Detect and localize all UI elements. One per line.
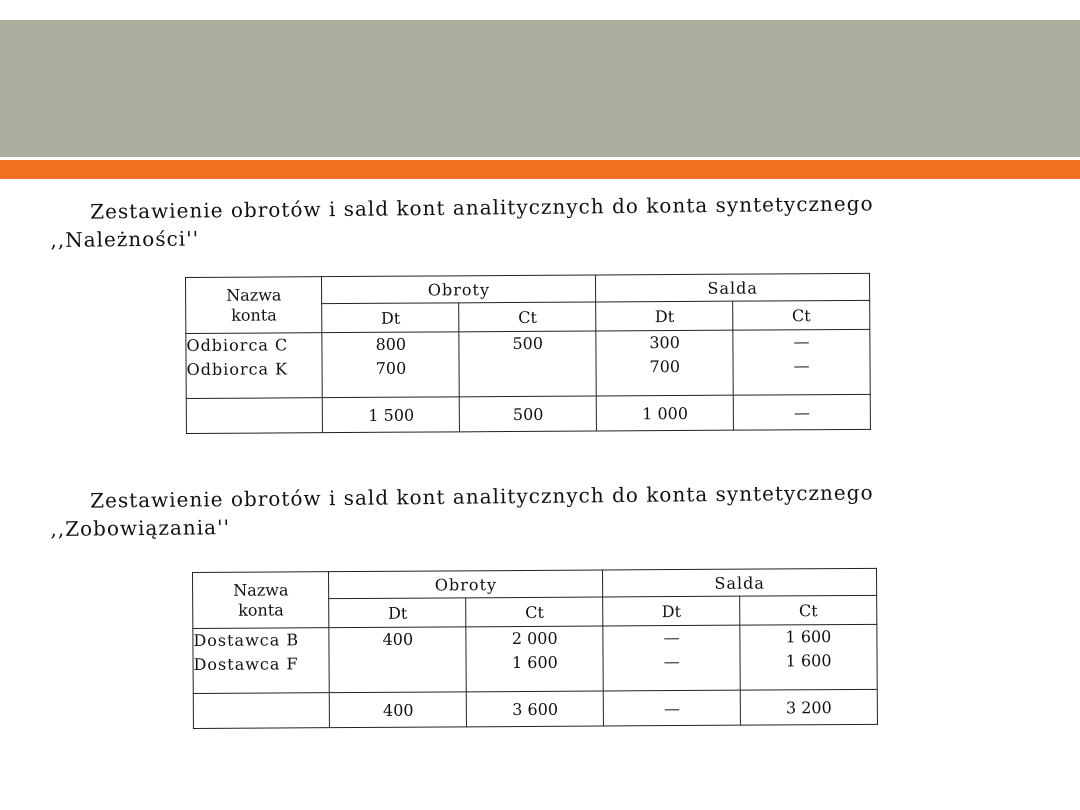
total-balance-dt: —: [604, 690, 741, 726]
receivables-table: [185, 273, 871, 434]
table-header-row: [193, 568, 877, 599]
account-name: Dostawca F: [193, 654, 299, 674]
caption-account-name: ,,Zobowiązania'': [50, 515, 231, 541]
balance-ct-header: Ct: [733, 300, 870, 330]
turnover-dt-cell: 800 700: [322, 332, 459, 398]
caption-line: Zestawienie obrotów i sald kont analitycznych do konta syntetycznego: [90, 480, 874, 513]
total-turnover-dt: 400: [330, 692, 467, 728]
caption-liabilities: [50, 478, 874, 543]
account-names-cell: [186, 333, 323, 399]
total-balance-ct: 3 200: [740, 689, 877, 725]
turnover-header: Obroty: [329, 570, 603, 599]
account-name-header: Nazwa konta: [193, 572, 330, 629]
caption-receivables: [50, 189, 874, 254]
liabilities-table: [192, 568, 878, 729]
turnover-header: Obroty: [322, 275, 596, 304]
balance-ct-header: Ct: [740, 595, 877, 625]
balances-header: Salda: [596, 273, 870, 302]
account-names-cell: [193, 628, 330, 694]
table-total-row: [193, 689, 877, 728]
total-balance-dt: 1 000: [597, 395, 734, 431]
total-label-cell: [193, 693, 330, 729]
balance-dt-cell: 300 700: [596, 330, 733, 396]
total-balance-ct: —: [733, 394, 870, 430]
total-turnover-ct: 3 600: [467, 691, 604, 727]
balance-dt-cell: — —: [603, 625, 740, 691]
table-body-row: [186, 329, 870, 398]
caption-line: Zestawienie obrotów i sald kont analitycznych do konta syntetycznego: [90, 191, 874, 224]
balance-dt-header: Dt: [596, 301, 733, 331]
turnover-ct-cell: 2 000 1 600: [466, 626, 603, 692]
accent-bar: [0, 160, 1080, 179]
total-turnover-dt: 1 500: [323, 397, 460, 433]
turnover-ct-cell: 500: [459, 331, 596, 397]
turnover-dt-header: Dt: [329, 598, 466, 628]
turnover-ct-header: Ct: [459, 302, 596, 332]
table-body-row: [193, 624, 877, 693]
account-name-header: Nazwa konta: [186, 277, 323, 334]
turnover-dt-header: Dt: [322, 303, 459, 333]
total-turnover-ct: 500: [460, 396, 597, 432]
caption-account-name: ,,Należności'': [50, 226, 200, 252]
balances-header: Salda: [603, 568, 877, 597]
slide-header-band: [0, 20, 1080, 157]
total-label-cell: [186, 398, 323, 434]
account-name: Dostawca B: [193, 630, 300, 650]
turnover-dt-cell: 400: [329, 627, 466, 693]
balance-ct-cell: 1 600 1 600: [740, 624, 877, 690]
table-total-row: [186, 394, 870, 433]
balance-ct-cell: — —: [733, 329, 870, 395]
balance-dt-header: Dt: [603, 596, 740, 626]
account-name: Odbiorca C: [186, 335, 289, 355]
turnover-ct-header: Ct: [466, 597, 603, 627]
table-header-row: [186, 273, 870, 304]
account-name: Odbiorca K: [186, 359, 289, 379]
